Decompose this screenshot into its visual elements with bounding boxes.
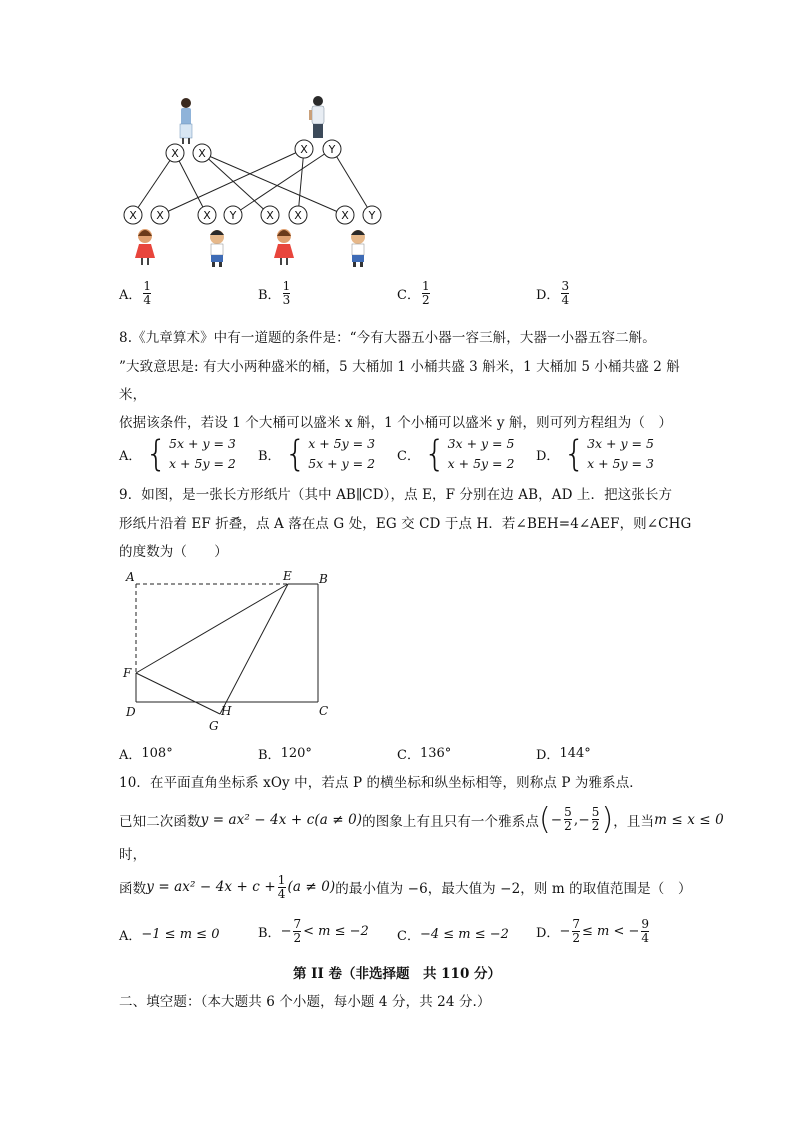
numerator: 1 xyxy=(282,279,291,293)
numerator: 1 xyxy=(421,279,430,293)
label-b: B xyxy=(319,572,328,586)
mother-allele-1 xyxy=(166,144,184,162)
q10-option-a[interactable] xyxy=(119,925,219,944)
q10-line-3: 时， xyxy=(119,847,147,863)
denominator: 4 xyxy=(641,930,650,945)
numerator: 1 xyxy=(143,279,152,293)
option-value: −4 ≤ m ≤ −2 xyxy=(419,927,509,942)
q8-option-a[interactable] xyxy=(119,434,236,474)
text: 已知二次函数 xyxy=(119,813,201,830)
option-value: 120° xyxy=(280,746,312,761)
q10-option-d[interactable] xyxy=(536,918,651,944)
q10-line-4 xyxy=(119,874,692,900)
equation-system: { 3x + y = 5 x + 5y = 2 xyxy=(423,433,515,475)
denominator: 3 xyxy=(282,292,291,307)
label-a: A xyxy=(126,570,135,584)
option-letter: B． xyxy=(258,448,281,464)
label-e: E xyxy=(283,569,292,583)
child3-allele-2 xyxy=(289,206,307,224)
fraction xyxy=(564,806,572,832)
q9-option-d[interactable] xyxy=(536,744,591,763)
equation-1: 3x + y = 5 xyxy=(587,436,654,451)
fraction xyxy=(143,280,151,306)
equation-2: x + 5y = 2 xyxy=(169,456,236,471)
numerator: 9 xyxy=(641,917,650,931)
minus-sign: − xyxy=(559,923,571,939)
condition: (a ≠ 0) xyxy=(287,879,336,896)
equation-2: x + 5y = 3 xyxy=(587,456,654,471)
option-value: < m ≤ −2 xyxy=(303,923,369,939)
q8-line-4: 依据该条件，若设 1 个大桶可以盛米 x 斛，1 个小桶可以盛米 y 斛，则可列方程组为（ ） xyxy=(119,415,673,431)
denominator: 2 xyxy=(591,819,600,833)
text: 函数 xyxy=(119,881,147,898)
fraction xyxy=(293,918,301,944)
line-fg xyxy=(136,673,220,714)
q7-option-c[interactable] xyxy=(397,280,432,306)
girl-figure-2 xyxy=(274,229,294,265)
text: 的最小值为 −6，最大值为 −2，则 m 的取值范围是（ ） xyxy=(335,881,692,898)
section-2-title: 第 II 卷（非选择题 共 110 分） xyxy=(292,966,502,982)
mother-figure xyxy=(180,98,192,144)
option-letter: C． xyxy=(397,748,420,763)
q8-option-c[interactable] xyxy=(397,434,514,474)
label-c: C xyxy=(319,704,329,718)
label-h: H xyxy=(221,704,232,718)
boy-figure-2 xyxy=(351,230,365,267)
denominator: 2 xyxy=(293,930,302,945)
q10-line-1: 10．在平面直角坐标系 xOy 中，若点 P 的横坐标和纵坐标相等，则称点 P 为雅系点． xyxy=(119,775,643,791)
svg-text:Y: Y xyxy=(229,209,237,222)
svg-text:X: X xyxy=(156,209,164,222)
q8-line-1: 8.《九章算术》中有一道题的条件是：“今有大器五小器一容三斛，大器一小器五容二斛。 xyxy=(119,330,656,346)
svg-text:Y: Y xyxy=(328,143,336,156)
q10-option-c[interactable] xyxy=(397,925,509,944)
q8-line-2: ”大致意思是: 有大小两种盛米的桶，5 大桶加 1 小桶共盛 3 斛米，1 大桶加 5 小桶共盛 2 斛 xyxy=(119,359,680,375)
numerator: 1 xyxy=(277,873,286,887)
svg-text:X: X xyxy=(129,209,137,222)
condition: (a ≠ 0) xyxy=(314,811,363,828)
svg-text:X: X xyxy=(171,147,179,160)
q8-option-d[interactable] xyxy=(536,434,654,474)
denominator: 2 xyxy=(564,819,572,833)
equation-2: 5x + y = 2 xyxy=(308,456,376,471)
fraction xyxy=(278,874,286,900)
father-figure xyxy=(309,96,324,138)
fraction xyxy=(283,280,291,306)
fraction xyxy=(561,280,569,306)
svg-text:X: X xyxy=(294,209,302,222)
fraction xyxy=(641,918,649,944)
svg-text:X: X xyxy=(266,209,274,222)
equation-1: x + 5y = 3 xyxy=(308,436,376,451)
option-letter: D． xyxy=(536,748,560,763)
denominator: 2 xyxy=(572,930,580,945)
function-expression: y = ax² − 4x + c xyxy=(200,811,315,828)
child1-allele-2 xyxy=(151,206,169,224)
label-d: D xyxy=(126,705,136,719)
equation-system: { 5x + y = 3 x + 5y = 2 xyxy=(145,433,236,475)
denominator: 4 xyxy=(561,292,570,307)
mother-allele-2 xyxy=(193,144,211,162)
text: 的图象上有且只有一个雅系点 xyxy=(362,813,539,830)
option-letter: D． xyxy=(536,448,560,464)
equation-1: 3x + y = 5 xyxy=(447,436,515,451)
child2-allele-1 xyxy=(198,206,216,224)
option-letter: B． xyxy=(258,748,281,763)
denominator: 4 xyxy=(143,292,152,307)
numerator: 5 xyxy=(564,805,572,820)
option-letter: D． xyxy=(536,925,560,941)
q9-line-1: 9．如图，是一张长方形纸片（其中 AB∥CD），点 E，F 分别在边 AB，AD 上．把这张长方 xyxy=(119,487,673,503)
q9-line-2: 形纸片沿着 EF 折叠，点 A 落在点 G 处，EG 交 CD 于点 H．若∠BEH=4∠AEF，则∠CHG xyxy=(119,516,692,532)
fraction xyxy=(422,280,430,306)
father-allele-2 xyxy=(323,140,341,158)
range-expression: m ≤ x ≤ 0 xyxy=(654,811,724,828)
child2-allele-2 xyxy=(224,206,242,224)
equation-1: 5x + y = 3 xyxy=(169,436,236,451)
denominator: 4 xyxy=(277,886,286,901)
svg-text:X: X xyxy=(341,209,349,222)
q9-option-a[interactable] xyxy=(119,744,173,763)
boy-figure-1 xyxy=(210,230,224,267)
option-value: −1 ≤ m ≤ 0 xyxy=(141,927,220,942)
child4-allele-2 xyxy=(363,206,381,224)
svg-text:X: X xyxy=(300,143,308,156)
svg-text:Y: Y xyxy=(368,209,376,222)
q10-line-2: 已知二次函数 y = ax² − 4x + c (a ≠ 0) 的图象上有且只有一个雅系点 ( − $\frac{5}{2}$ ,− $\frac{5}{2}$ ) ，且当 m ≤ x ≤ 0 xyxy=(119,802,724,837)
label-g: G xyxy=(209,719,219,733)
child4-allele-1 xyxy=(336,206,354,224)
fraction xyxy=(572,918,580,944)
q10-option-b[interactable] xyxy=(258,918,369,944)
label-f: F xyxy=(123,666,132,680)
q8-line-3: 米， xyxy=(119,387,147,403)
option-value: ≤ m < − xyxy=(581,923,640,939)
q8-option-b[interactable] xyxy=(258,434,375,474)
father-allele-1 xyxy=(295,140,313,158)
text: ，且当 xyxy=(613,813,655,830)
section-2-fill-header: 二、填空题：（本大题共 6 个小题，每小题 4 分，共 24 分.） xyxy=(119,994,491,1010)
minus-sign: − xyxy=(280,923,292,939)
child1-allele-1 xyxy=(124,206,142,224)
equation-system: { x + 5y = 3 5x + y = 2 xyxy=(284,433,376,475)
q9-option-b[interactable] xyxy=(258,744,312,763)
q7-option-a[interactable] xyxy=(119,280,153,306)
option-letter: A． xyxy=(119,748,142,763)
q9-option-c[interactable] xyxy=(397,744,451,763)
q7-option-d[interactable] xyxy=(536,280,571,306)
option-letter: D． xyxy=(536,287,560,303)
svg-text:X: X xyxy=(198,147,206,160)
fraction xyxy=(592,806,600,832)
option-letter: A． xyxy=(119,448,142,464)
option-letter: C． xyxy=(397,929,420,944)
option-letter: B． xyxy=(258,925,281,941)
option-letter: B． xyxy=(258,287,281,303)
option-value: 108° xyxy=(141,746,173,761)
girl-figure-1 xyxy=(135,229,155,265)
equation-2: x + 5y = 2 xyxy=(447,456,515,471)
option-letter: C． xyxy=(397,448,420,464)
function-expression: y = ax² − 4x + c + xyxy=(146,879,276,896)
q7-option-b[interactable] xyxy=(258,280,292,306)
option-value: 136° xyxy=(419,746,452,761)
option-letter: A． xyxy=(119,929,142,944)
genetics-diagram xyxy=(110,92,400,272)
option-letter: A． xyxy=(119,287,142,303)
q9-line-3: 的度数为（ ） xyxy=(119,544,228,560)
equation-system: { 3x + y = 5 x + 5y = 3 xyxy=(563,433,654,475)
option-letter: C． xyxy=(397,287,420,303)
numerator: 7 xyxy=(293,917,302,931)
option-value: 144° xyxy=(559,746,591,761)
folded-rectangle-figure xyxy=(118,564,338,736)
numerator: 7 xyxy=(572,917,580,931)
numerator: 3 xyxy=(561,279,570,293)
denominator: 2 xyxy=(421,292,430,307)
child3-allele-1 xyxy=(261,206,279,224)
svg-text:X: X xyxy=(203,209,211,222)
numerator: 5 xyxy=(591,805,600,820)
